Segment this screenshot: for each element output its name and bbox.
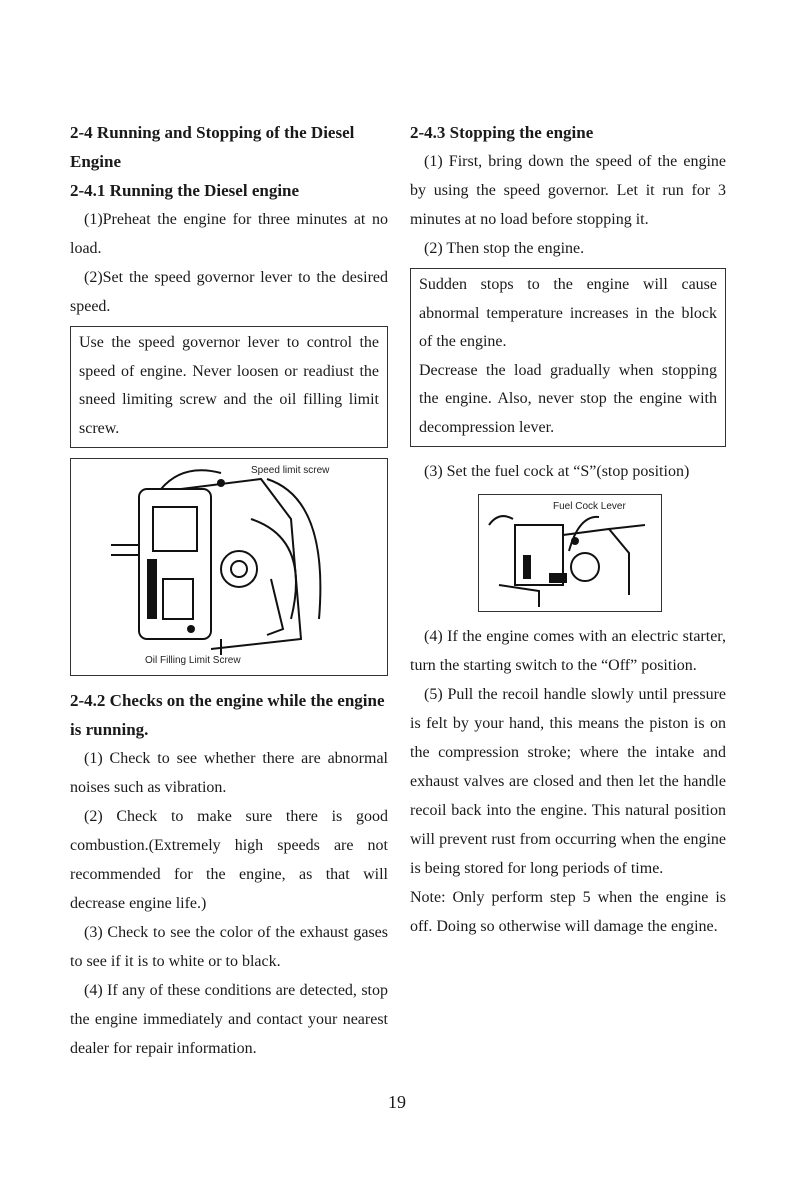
step-set-governor: (2)Set the speed governor lever to the desired speed. (70, 269, 388, 315)
left-column (70, 118, 388, 1063)
check-exhaust: (3) Check to see the color of the exhaust gases to see if it is to white or to black. (70, 924, 388, 970)
stop-step-3: (3) Set the fuel cock at “S”(stop position) (424, 463, 690, 480)
engine-figure (70, 458, 388, 676)
stop-step-5: (5) Pull the recoil handle slowly until pressure is felt by your hand, this means the piston is on the compression stroke; where the intake and exhaust valves are closed and then let the handle recoil back into the engine. This natural position will prevent rust from occurring when the engine is being stored for long periods of time. (410, 686, 726, 877)
stop-step-1: (1) First, bring down the speed of the engine by using the speed governor. Let it run for 3 minutes at no load before stopping it. (410, 153, 726, 228)
caution-text-1: Sudden stops to the engine will cause abnormal temperature increases in the block of the engine. (419, 276, 717, 350)
stop-step-4: (4) If the engine comes with an electric starter, turn the starting switch to the “Off” position. (410, 628, 726, 674)
subsection-title-stopping: 2-4.3 Stopping the engine (410, 123, 594, 142)
step-preheat: (1)Preheat the engine for three minutes at no load. (70, 211, 388, 257)
fuel-cock-figure (478, 494, 662, 612)
governor-caution-box (70, 326, 388, 448)
right-column (410, 118, 726, 941)
note-text: Note: Only perform step 5 when the engine is off. Doing so otherwise will damage the engine. (410, 889, 726, 935)
check-action: (4) If any of these conditions are detected, stop the engine immediately and contact your nearest dealer for repair information. (70, 982, 388, 1057)
check-combustion: (2) Check to make sure there is good combustion.(Extremely high speeds are not recommended for the engine, as that will decrease engine life.) (70, 808, 388, 912)
oil-filling-limit-screw-label: Oil Filling Limit Screw (145, 655, 241, 666)
caution-text: Use the speed governor lever to control the speed of engine. Never loosen or readiust the sneed limiting screw and the oil filling limit screw. (79, 334, 379, 437)
caution-text-2: Decrease the load gradually when stopping the engine. Also, never stop the engine with decompression lever. (419, 361, 717, 436)
subsection-title-running: 2-4.1 Running the Diesel engine (70, 181, 300, 200)
page-number: 19 (388, 1092, 406, 1112)
section-title: 2-4 Running and Stopping of the Diesel Engine (70, 123, 355, 171)
fuel-cock-illustration (479, 495, 661, 611)
speed-limit-screw-label: Speed limit screw (251, 465, 330, 476)
stop-step-2: (2) Then stop the engine. (424, 240, 585, 257)
subsection-title-checks: 2-4.2 Checks on the engine while the engine is running. (70, 691, 385, 739)
stopping-caution-box (410, 268, 726, 447)
fuel-cock-lever-label: Fuel Cock Lever (553, 501, 626, 512)
check-noise: (1) Check to see whether there are abnormal noises such as vibration. (70, 750, 388, 796)
engine-illustration (71, 459, 387, 675)
